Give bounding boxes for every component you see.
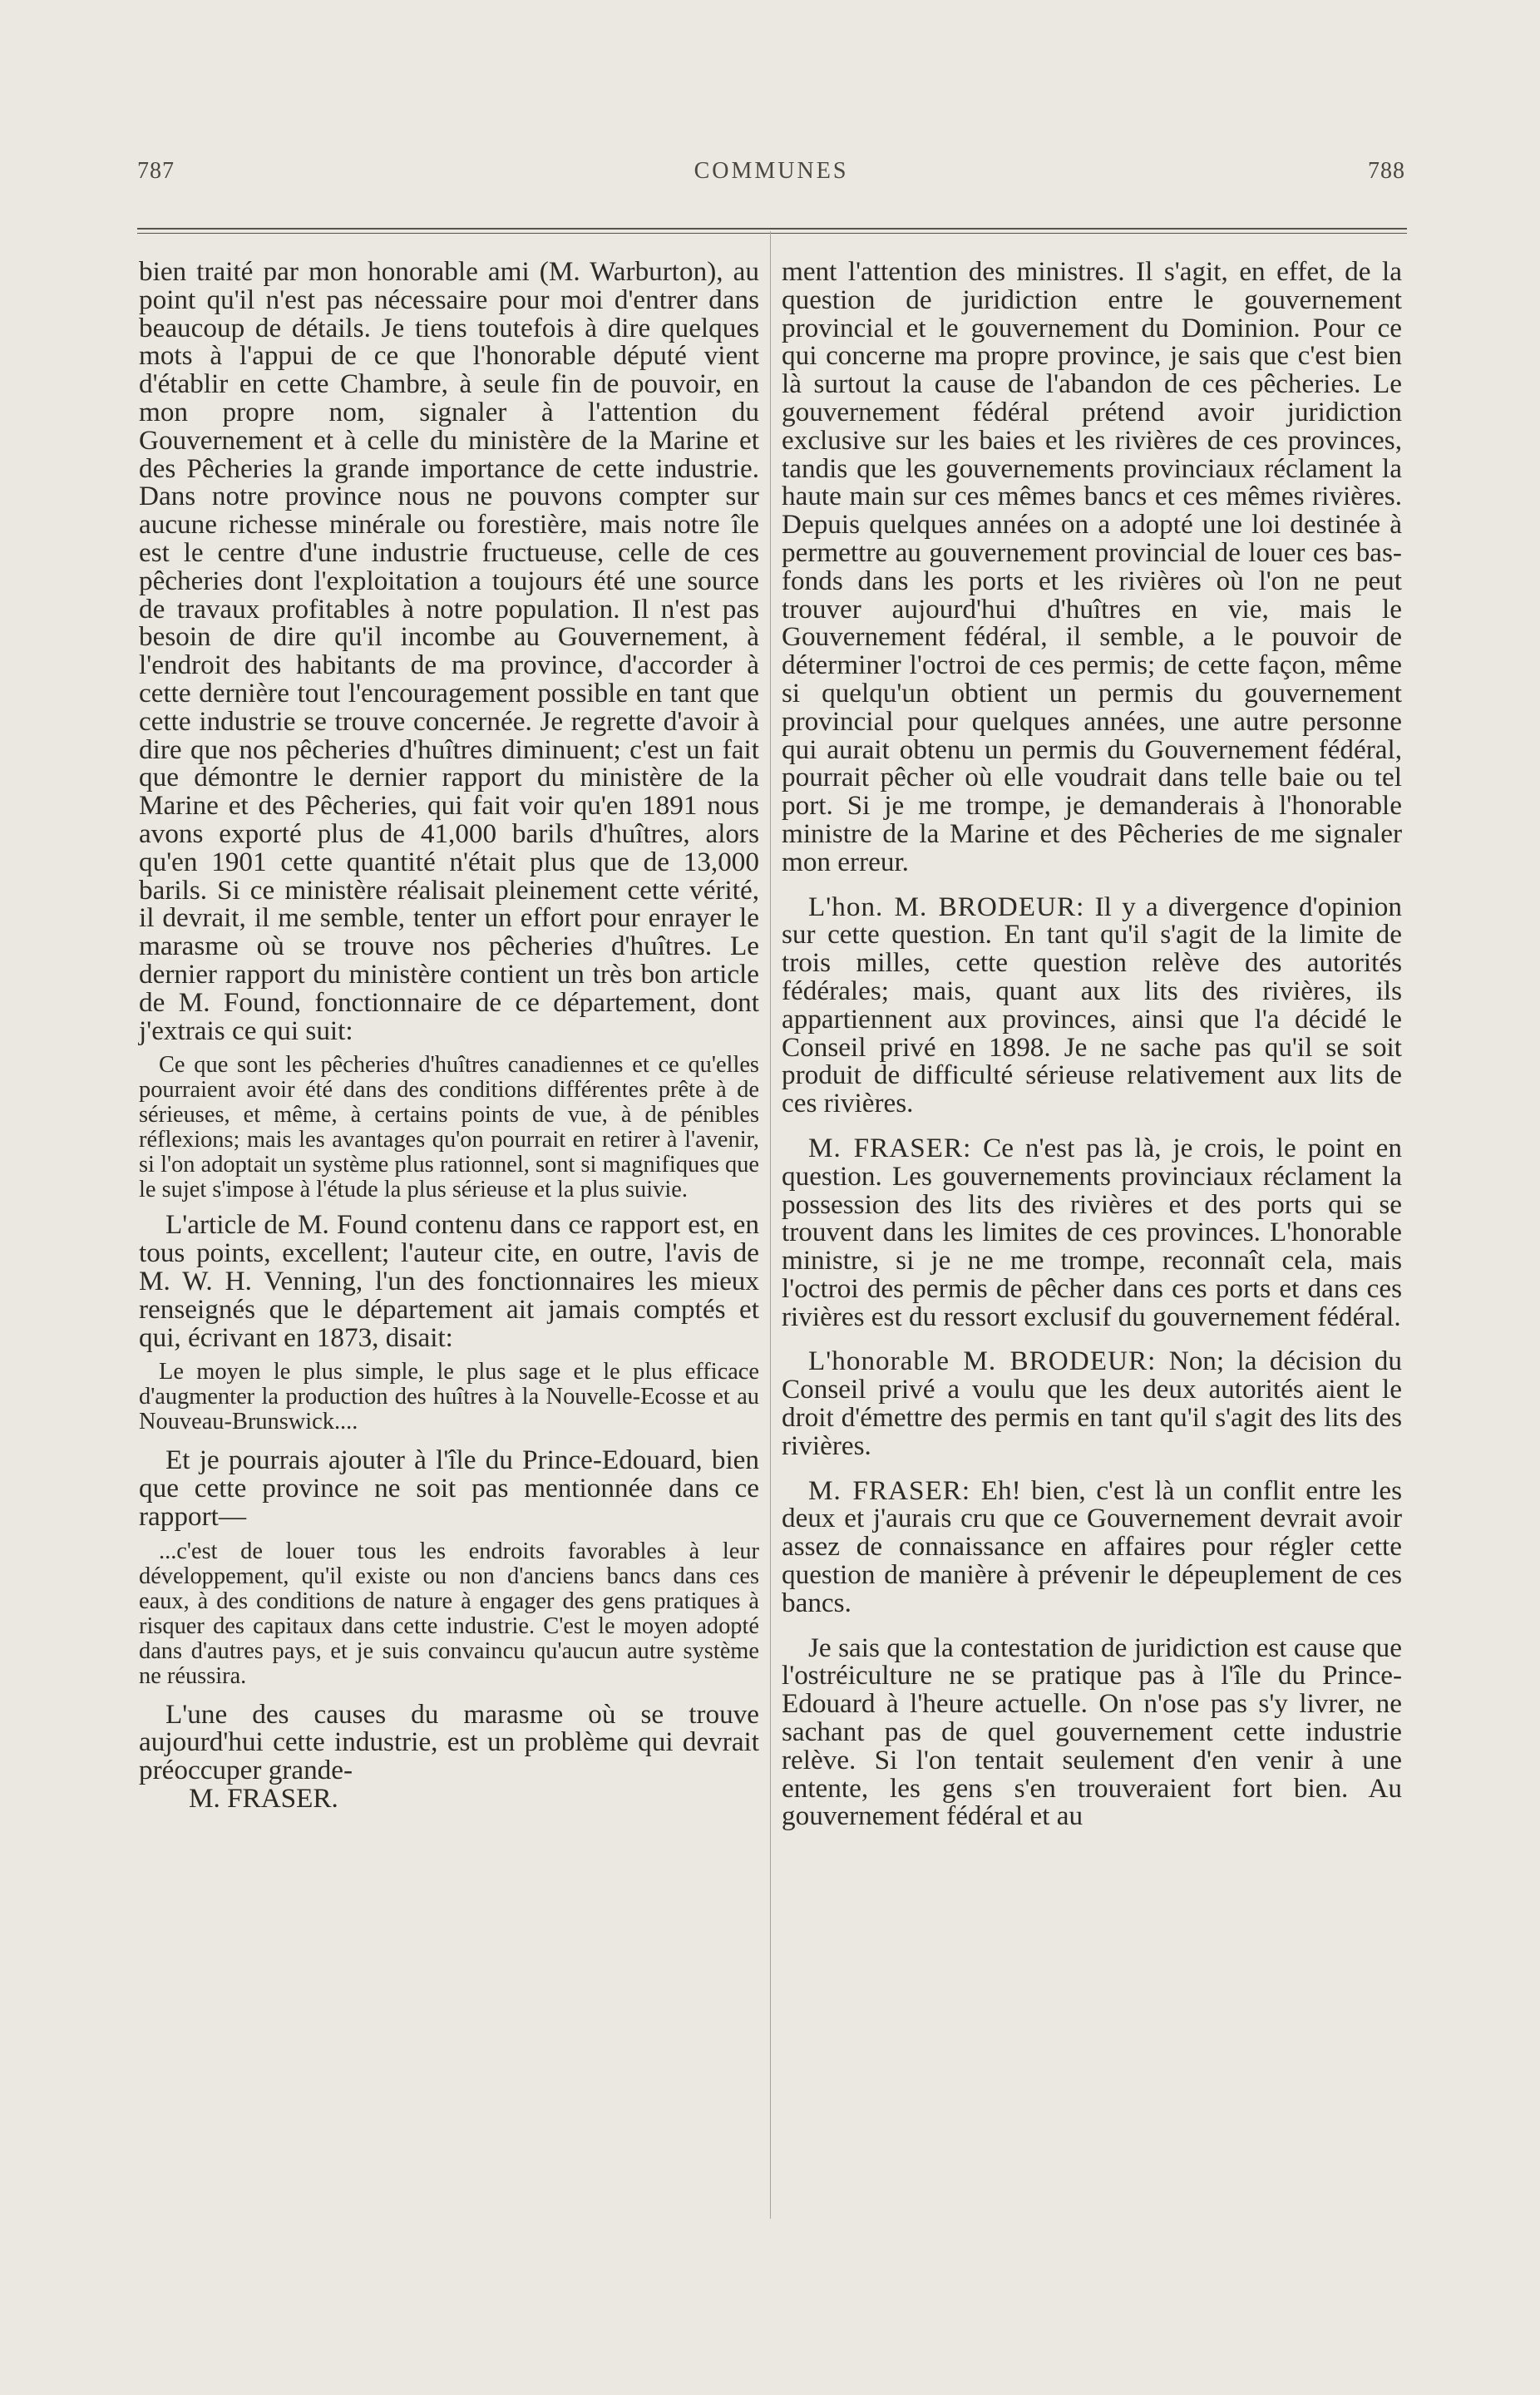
left-column	[139, 258, 759, 1813]
page-number-right: 788	[1368, 158, 1405, 184]
speech-text: Ce n'est pas là, je crois, le point en question. Les gouvernements provinciaux réclament la possession des lits des rivières et des ports qui se trouvent dans les limites de ces provinces. L'honorable ministre, si je ne me trompe, reconnaît cela, mais l'octroi des permis de pêcher dans ces ports et dans ces rivières est du ressort exclusif du gouvernement fédéral.	[782, 1132, 1402, 1332]
paragraph: L'une des causes du marasme où se trouve aujourd'hui cette industrie, est un problème qui devrait préoccuper grande-	[139, 1698, 759, 1786]
speaker-name: M. FRASER:	[808, 1474, 971, 1506]
paragraph	[782, 893, 1402, 1118]
speech-text: Il y a divergence d'opinion sur cette question. En tant qu'il s'agit de la limite de trois milles, cette question relève des autorités fédérales; mais, quant aux lits des rivières, ils appartiennent aux provinces, ainsi que l'a décidé le Conseil privé en 1898. Je ne sache pas qu'il se soit produit de difficulté sérieuse relativement aux lits de ces rivières.	[782, 891, 1402, 1119]
speech-text: Non; la décision du Conseil privé a voulu que les deux autorités aient le droit d'émettre des permis en tant qu'il s'agit des lits des rivières.	[782, 1346, 1402, 1461]
signature-line: M. FRASER.	[189, 1783, 338, 1815]
page-header	[137, 158, 1405, 191]
block-quote: Le moyen le plus simple, le plus sage et le plus efficace d'augmenter la production des huîtres à la Nouvelle-Ecosse et au Nouveau-Brunswick....	[139, 1359, 759, 1435]
page-number-left: 787	[137, 158, 175, 184]
paragraph: Et je pourrais ajouter à l'île du Prince-Edouard, bien que cette province ne soit pas mentionnée dans ce rapport—	[139, 1444, 759, 1532]
speaker-name: M. FRASER:	[808, 1132, 972, 1163]
header-rule	[137, 228, 1407, 234]
paragraph	[782, 1347, 1402, 1459]
paragraph: bien traité par mon honorable ami (M. Warburton), au point qu'il n'est pas nécessaire pour moi d'entrer dans beaucoup de détails. Je tiens toutefois à dire quelques mots à l'appui de ce que l'honorable député vient d'établir en cette Chambre, à seule fin de pouvoir, en mon propre nom, signaler à l'attention du Gouvernement et à celle du ministère de la Marine et des Pêcheries la grande importance de cette industrie. Dans notre province nous ne pouvons compter sur aucune richesse minérale ou forestière, mais notre île est le centre d'une industrie fructueuse, celle de ces pêcheries dont l'exploitation a toujours été une source de travaux profitables à notre population. Il n'est pas besoin de dire qu'il incombe au Gouvernement, à l'endroit des habitants de ma province, d'accorder à cette dernière tout l'encouragement possible en tant que cette industrie se trouve concernée. Je regrette d'avoir à dire que nos pêcheries d'huîtres diminuent; c'est un fait que démontre le dernier rapport du ministère de la Marine et des Pêcheries, qui fait voir qu'en 1891 nous avons exporté plus de 41,000 barils d'huîtres, alors qu'en 1901 cette quantité n'était plus que de 13,000 barils. Si ce ministère réalisait pleinement cette vérité, il devrait, il me semble, tenter un effort pour enrayer le marasme où se trouve nos pêcheries d'huîtres. Le dernier rapport du ministère contient un très bon article de M. Found, fonctionnaire de ce département, dont j'extrais ce qui suit:	[139, 256, 759, 1046]
block-quote: ...c'est de louer tous les endroits favorables à leur développement, qu'il existe ou non d'anciens bancs dans ces eaux, à des conditions de nature à engager des gens pratiques à risquer des capitaux dans cette industrie. C'est le moyen adopté dans d'autres pays, et je suis convaincu qu'aucun autre système ne réussira.	[139, 1538, 759, 1689]
right-column	[782, 258, 1402, 1830]
speech-text: Eh! bien, c'est là un conflit entre les deux et j'aurais cru que ce Gouvernement devrait avoir assez de connaissance en affaires pour régler cette question de manière à prévenir le dépeuplement de ces bancs.	[782, 1474, 1403, 1618]
block-quote: Ce que sont les pêcheries d'huîtres canadiennes et ce qu'elles pourraient avoir été dans des conditions différentes prête à de sérieuses, et même, à certains points de vue, à de pénibles réflexions; mais les avantages qu'on pourrait en retirer à l'avenir, si l'on adoptait un système plus rationnel, sont si magnifiques que le sujet s'impose à l'étude la plus sérieuse et la plus suivie.	[139, 1052, 759, 1203]
paragraph	[782, 1474, 1403, 1618]
paragraph: ment l'attention des ministres. Il s'agit, en effet, de la question de juridiction entre le gouvernement provincial et le gouvernement du Dominion. Pour ce qui concerne ma propre province, je sais que c'est bien là surtout la cause de l'abandon de ces pêcheries. Le gouvernement fédéral prétend avoir juridiction exclusive sur les baies et les rivières de ces provinces, tandis que les gouvernements provinciaux réclament la haute main sur ces mêmes bancs et ces mêmes rivières. Depuis quelques années on a adopté une loi destinée à permettre au gouvernement provincial de louer ces bas-fonds dans les ports et les rivières où l'on ne peut trouver aujourd'hui d'huîtres en vie, mais le Gouvernement fédéral, il semble, a le pouvoir de déterminer l'octroi de ces permis; de cette façon, même si quelqu'un obtient un permis du gouvernement provincial pour quelques années, une autre personne qui aurait obtenu un permis du Gouvernement fédéral, pourrait pêcher où elle voudrait dans telle baie ou tel port. Si je me trompe, je demanderais à l'honorable ministre de la Marine et des Pêcheries de me signaler mon erreur.	[782, 256, 1402, 877]
speaker-name: L'hon. M. BRODEUR:	[808, 891, 1085, 922]
paragraph: Je sais que la contestation de juridiction est cause que l'ostréiculture ne se pratique pas à l'île du Prince-Edouard à l'heure actuelle. On n'ose pas s'y livrer, ne sachant pas de quel gouvernement cette industrie relève. Si l'on tentait seulement d'en venir à une entente, les gens s'en trouveraient fort bien. Au gouvernement fédéral et au	[782, 1632, 1402, 1832]
speaker-name: L'honorable M. BRODEUR:	[808, 1346, 1157, 1377]
column-divider	[770, 231, 771, 2219]
paragraph	[782, 1134, 1402, 1331]
running-title: COMMUNES	[693, 158, 849, 184]
paragraph: L'article de M. Found contenu dans ce rapport est, en tous points, excellent; l'auteur cite, en outre, l'avis de M. W. H. Venning, l'un des fonctionnaires les mieux renseignés que le département ait jamais comptés et qui, écrivant en 1873, disait:	[139, 1209, 759, 1353]
